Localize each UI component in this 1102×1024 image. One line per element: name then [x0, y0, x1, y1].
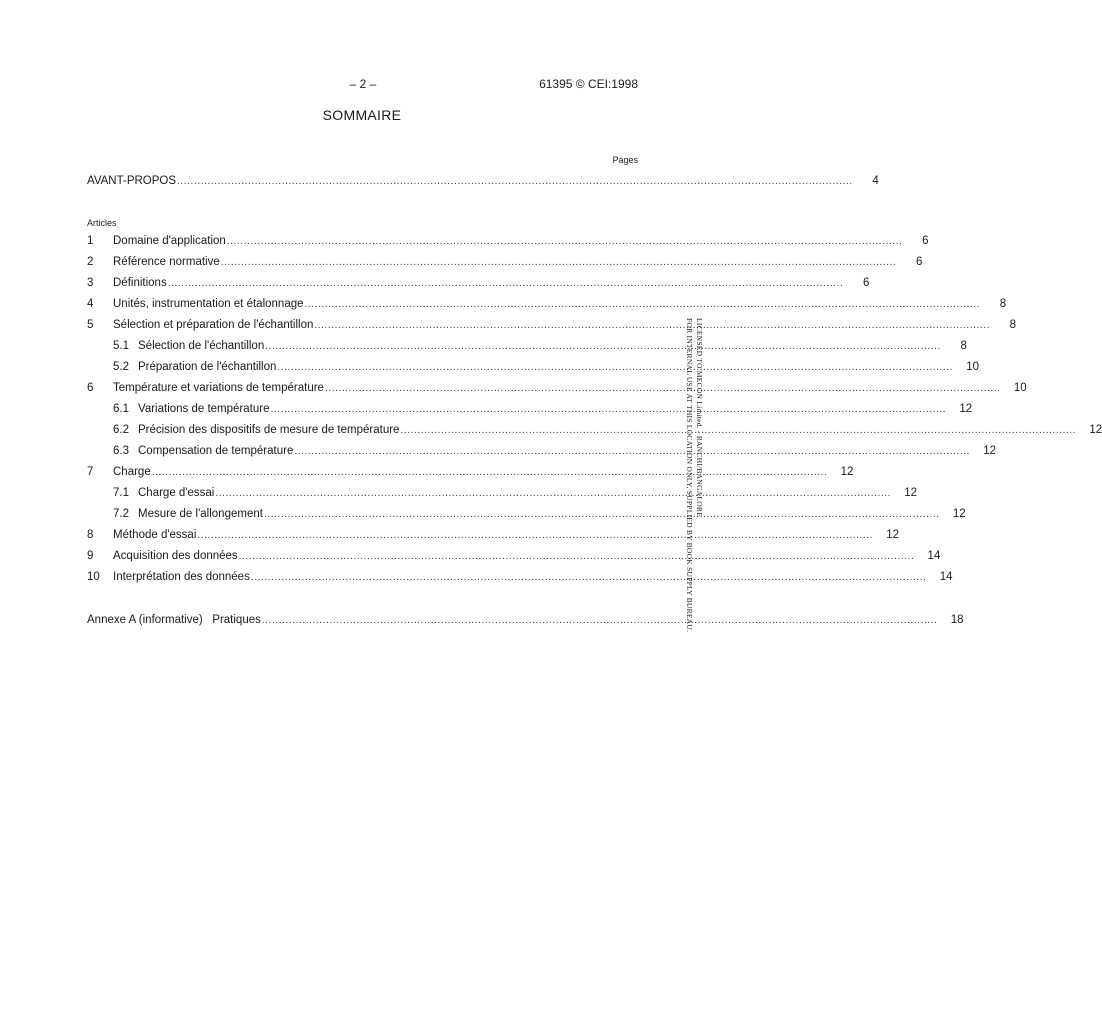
toc-entry-10[interactable]	[87, 571, 953, 587]
toc-entry-title: Mesure de l'allongement	[138, 508, 263, 520]
toc-entry-page: 12	[952, 508, 966, 520]
dot-leader: ........................................................................................................................................................................................................	[238, 551, 915, 562]
toc-entry-7-2[interactable]	[113, 508, 966, 524]
toc-entry-5[interactable]	[87, 319, 1017, 335]
toc-entry-title: Domaine d'application	[113, 235, 226, 247]
watermark-line-2: FOR INTERNAL USE AT THIS LOCATION ONLY, SUPPLIED BY BOOK SUPPLY BUREAU.	[685, 318, 694, 633]
toc-entry-7-1[interactable]	[113, 487, 918, 503]
dot-leader: ........................................................................................................................................................................................................	[220, 257, 897, 268]
toc-entry-page: 10	[1013, 382, 1027, 394]
toc-entry-number: 10	[87, 571, 100, 583]
dot-leader: ........................................................................................................................................................................................................	[167, 278, 844, 289]
toc-entry-7[interactable]	[87, 466, 854, 482]
toc-entry-6[interactable]	[87, 382, 1027, 398]
pages-column-label: Pages	[612, 155, 638, 165]
dot-leader: ........................................................................................................................................................................................................	[261, 615, 938, 626]
toc-entry-title: Préparation de l'échantillon	[138, 361, 277, 373]
toc-entry-title: Définitions	[113, 277, 167, 289]
toc-entry-number: 7.2	[113, 508, 129, 520]
toc-entry-number: 5	[87, 319, 94, 331]
toc-entry-title: Interprétation des données	[113, 571, 250, 583]
toc-entry-page: 12	[983, 445, 997, 457]
dot-leader: ........................................................................................................................................................................................................	[250, 572, 927, 583]
toc-entry-page: 8	[1009, 319, 1017, 331]
toc-entry-page: 6	[922, 235, 929, 247]
toc-entry-page: 12	[886, 529, 900, 541]
license-watermark	[684, 318, 704, 632]
toc-entry-6-3[interactable]	[113, 445, 997, 461]
toc-entry-number: 5.2	[113, 361, 129, 373]
toc-entry-title: Compensation de température	[138, 445, 294, 457]
toc-entry-page: 8	[960, 340, 967, 352]
toc-entry-page: 10	[966, 361, 980, 373]
toc-entry-title: Sélection de l'échantillon	[138, 340, 265, 352]
page-title: SOMMAIRE	[322, 107, 402, 123]
toc-entry-title: Unités, instrumentation et étalonnage	[113, 298, 304, 310]
toc-entry-number: 7	[87, 466, 94, 478]
toc-entry-4[interactable]	[87, 298, 1007, 314]
toc-entry-title: Annexe A (informative) Pratiques	[87, 614, 261, 626]
dot-leader: ........................................................................................................................................................................................................	[226, 236, 903, 247]
toc-entry-title: Sélection et préparation de l'échantillon	[113, 319, 314, 331]
toc-entry-1[interactable]	[87, 235, 929, 251]
toc-entry-title: Charge d'essai	[138, 487, 215, 499]
toc-entry-5-1[interactable]	[113, 340, 967, 356]
toc-entry-number: 6	[87, 382, 94, 394]
toc-entry-page: 14	[939, 571, 953, 583]
dot-leader: ........................................................................................................................................................................................................	[324, 383, 1001, 394]
articles-label: Articles	[87, 218, 117, 228]
toc-entry-number: 1	[87, 235, 94, 247]
dot-leader: ........................................................................................................................................................................................................	[263, 509, 940, 520]
toc-entry-title: Température et variations de température	[113, 382, 324, 394]
toc-entry-title: AVANT-PROPOS	[87, 175, 177, 187]
toc-entry-annex-a[interactable]	[87, 614, 964, 630]
toc-entry-page: 12	[959, 403, 973, 415]
toc-entry-6-2[interactable]	[113, 424, 1102, 440]
dot-leader: ........................................................................................................................................................................................................	[270, 404, 947, 415]
dot-leader: ........................................................................................................................................................................................................	[294, 446, 971, 457]
watermark-line-1: LICENSED TO MECON Limited. - RANCHI/BANGALORE	[695, 318, 704, 517]
document-reference: 61395 © CEI:1998	[539, 77, 638, 91]
toc-entry-page: 4	[872, 175, 879, 187]
toc-entry-6-1[interactable]	[113, 403, 973, 419]
toc-entry-page: 12	[1089, 424, 1102, 436]
toc-entry-page: 12	[840, 466, 854, 478]
toc-entry-number: 3	[87, 277, 94, 289]
toc-entry-number: 6.1	[113, 403, 129, 415]
toc-entry-page: 8	[999, 298, 1007, 310]
toc-entry-page: 18	[950, 614, 964, 626]
toc-entry-foreword[interactable]	[87, 175, 879, 191]
toc-entry-number: 6.3	[113, 445, 129, 457]
toc-entry-page: 14	[927, 550, 941, 562]
toc-entry-number: 2	[87, 256, 94, 268]
toc-entry-number: 4	[87, 298, 94, 310]
toc-entry-title: Référence normative	[113, 256, 220, 268]
toc-entry-title: Acquisition des données	[113, 550, 238, 562]
dot-leader: ........................................................................................................................................................................................................	[314, 320, 991, 331]
toc-entry-title: Méthode d'essai	[113, 529, 197, 541]
toc-entry-number: 5.1	[113, 340, 129, 352]
toc-entry-2[interactable]	[87, 256, 923, 272]
toc-entry-number: 8	[87, 529, 94, 541]
toc-entry-page: 6	[916, 256, 923, 268]
dot-leader: ........................................................................................................................................................................................................	[151, 467, 828, 478]
toc-entry-title: Variations de température	[138, 403, 270, 415]
toc-entry-page: 6	[862, 277, 870, 289]
toc-entry-title: Précision des dispositifs de mesure de température	[138, 424, 400, 436]
dot-leader: ........................................................................................................................................................................................................	[265, 341, 941, 352]
toc-entry-number: 9	[87, 550, 94, 562]
dot-leader: ........................................................................................................................................................................................................	[400, 425, 1077, 436]
toc-entry-number: 7.1	[113, 487, 129, 499]
dot-leader: ........................................................................................................................................................................................................	[215, 488, 892, 499]
page-number: – 2 –	[349, 77, 377, 91]
toc-entry-title: Charge	[113, 466, 151, 478]
toc-entry-3[interactable]	[87, 277, 870, 293]
toc-entry-page: 12	[904, 487, 918, 499]
dot-leader: ........................................................................................................................................................................................................	[277, 362, 954, 373]
dot-leader: ........................................................................................................................................................................................................	[304, 299, 981, 310]
toc-entry-9[interactable]	[87, 550, 941, 566]
toc-entry-number: 6.2	[113, 424, 129, 436]
toc-entry-8[interactable]	[87, 529, 900, 545]
dot-leader: ........................................................................................................................................................................................................	[177, 176, 853, 187]
toc-entry-5-2[interactable]	[113, 361, 980, 377]
dot-leader: ........................................................................................................................................................................................................	[197, 530, 874, 541]
